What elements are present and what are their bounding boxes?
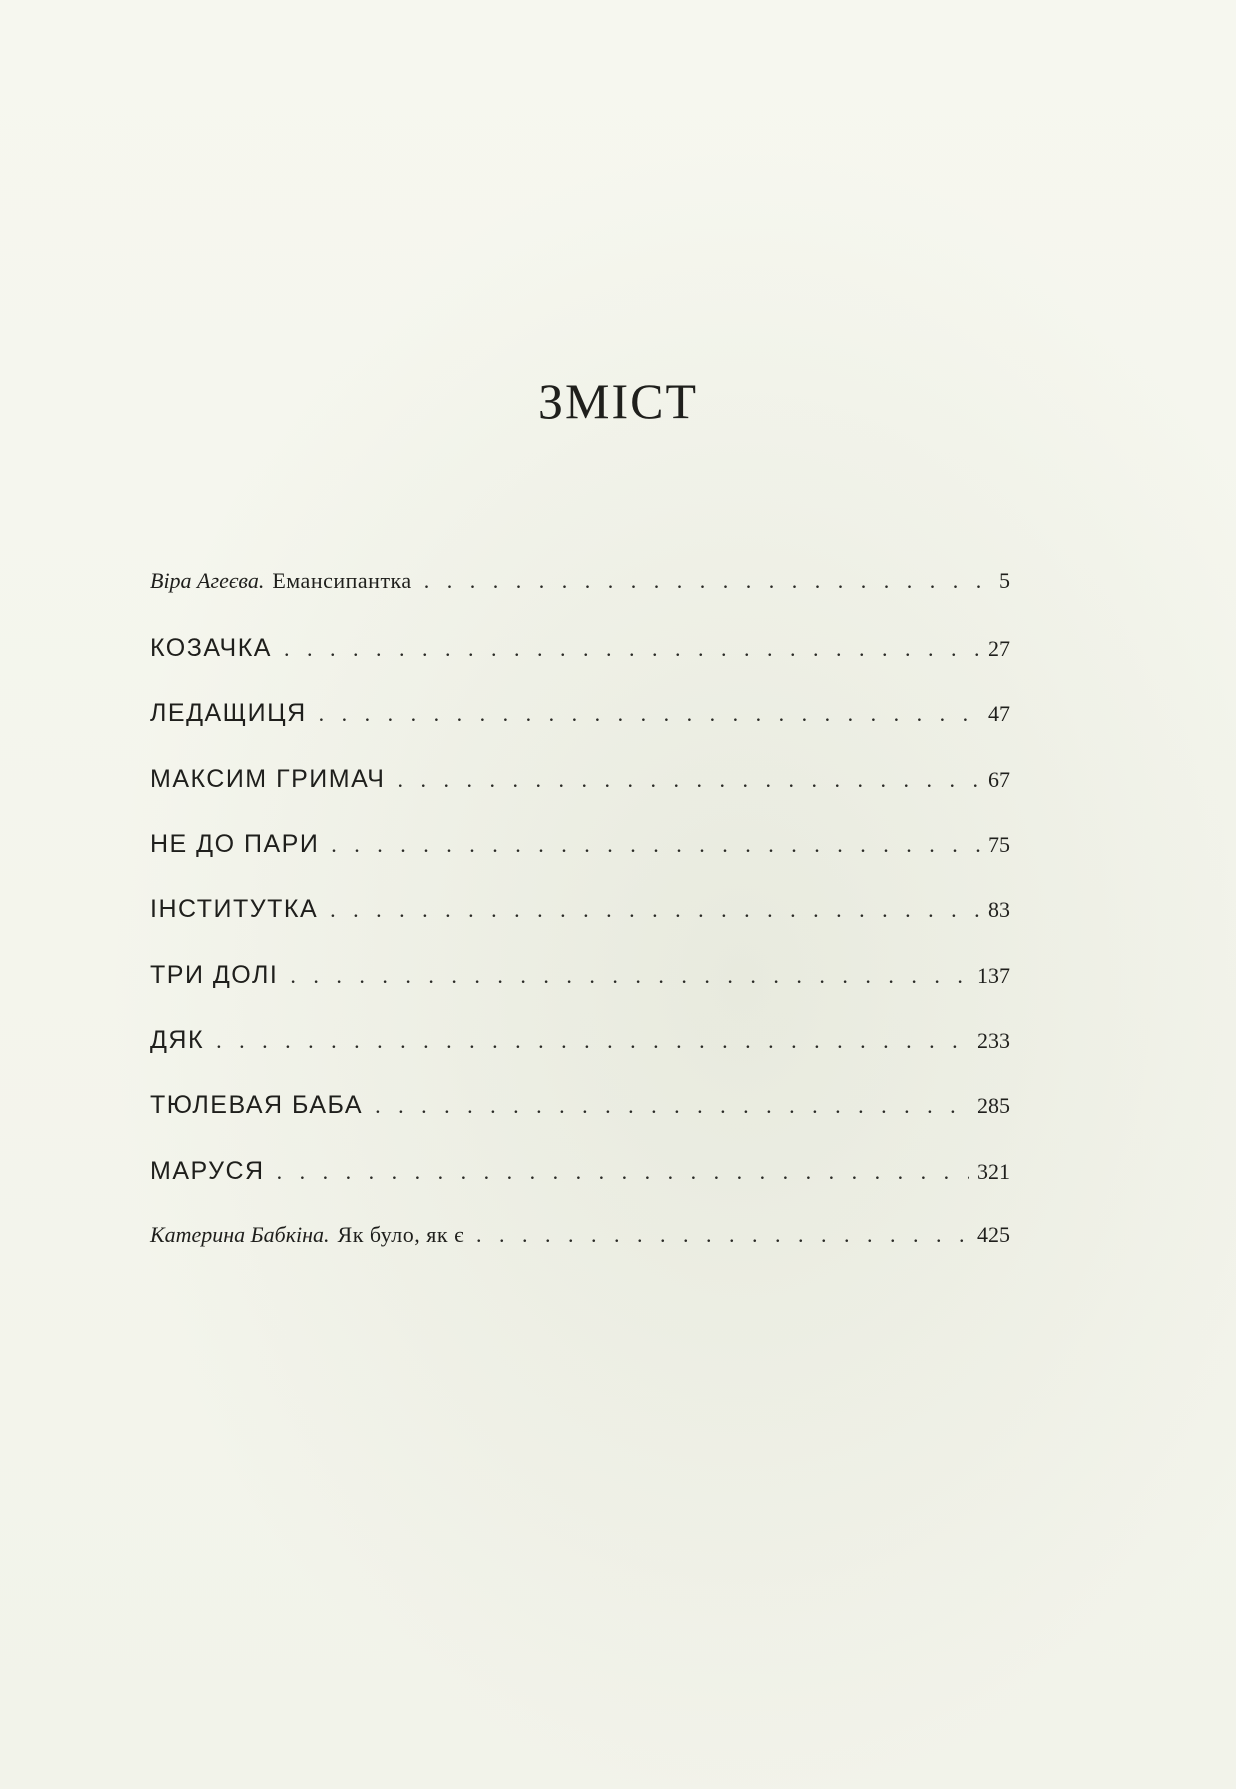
toc-entry	[150, 699, 1010, 728]
toc-entry-author: Віра Агеєва.	[150, 568, 265, 593]
toc-entry	[150, 1026, 1010, 1055]
toc-entry-page: 67	[988, 767, 1010, 792]
dot-leader	[375, 1093, 969, 1119]
toc-entry-page: 47	[988, 701, 1010, 726]
toc-entry-afterword	[150, 1222, 1010, 1248]
dot-leader	[397, 767, 980, 793]
toc-entry-title: Емансипантка	[272, 568, 412, 593]
toc-entry-title: НЕ ДО ПАРИ	[150, 830, 320, 858]
toc-entry	[150, 895, 1010, 924]
contents-heading: ЗМІСТ	[537, 373, 699, 429]
toc-entry-page: 233	[977, 1028, 1010, 1053]
dot-leader	[284, 636, 980, 662]
toc-entry-page: 75	[988, 832, 1010, 857]
toc-entry-title: КОЗАЧКА	[150, 634, 272, 662]
toc-entry-page: 137	[977, 963, 1010, 988]
toc-entry	[150, 634, 1010, 663]
toc-entry	[150, 1157, 1010, 1186]
toc-entry-author: Катерина Бабкіна.	[150, 1222, 330, 1247]
toc-entry-title: ЛЕДАЩИЦЯ	[150, 699, 307, 727]
toc-entry-title: Як було, як є	[337, 1222, 465, 1247]
toc-entry	[150, 961, 1010, 990]
dot-leader	[216, 1028, 969, 1054]
toc-entry-page: 425	[977, 1222, 1010, 1247]
toc-entry-title: МАРУСЯ	[150, 1157, 265, 1185]
toc-entry	[150, 1091, 1010, 1120]
dot-leader	[277, 1159, 969, 1185]
toc-entry-page: 27	[988, 636, 1010, 661]
toc-entry-page: 83	[988, 897, 1010, 922]
toc-entry-page: 5	[999, 568, 1010, 593]
toc-entry-page: 285	[977, 1093, 1010, 1118]
dot-leader	[290, 963, 969, 989]
dot-leader	[330, 897, 980, 923]
toc-entry-title: ТЮЛЕВАЯ БАБА	[150, 1091, 364, 1119]
toc-entry-title: ДЯК	[150, 1026, 205, 1054]
toc-entry-page: 321	[977, 1159, 1010, 1184]
toc-entry	[150, 830, 1010, 859]
toc-entry	[150, 765, 1010, 794]
toc-entry-title: ІНСТИТУТКА	[150, 895, 319, 923]
dot-leader	[476, 1222, 969, 1248]
dot-leader	[319, 701, 980, 727]
dot-leader	[424, 568, 991, 594]
toc-entry-title: ТРИ ДОЛІ	[150, 961, 279, 989]
toc-entry-title: МАКСИМ ГРИМАЧ	[150, 765, 386, 793]
toc-entry-intro	[150, 568, 1010, 594]
dot-leader	[331, 832, 980, 858]
